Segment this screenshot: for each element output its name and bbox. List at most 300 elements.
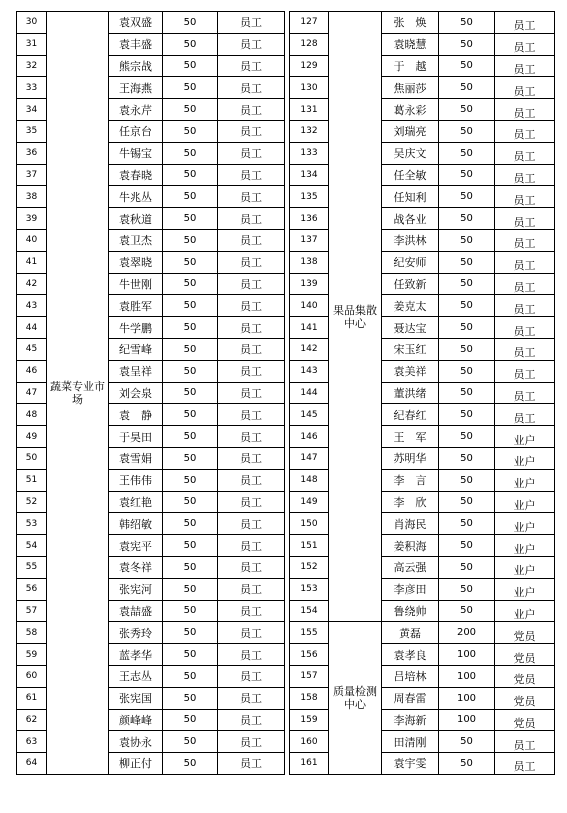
member-type (495, 338, 555, 360)
member-type (495, 426, 555, 448)
member-type (495, 273, 555, 295)
member-type (495, 404, 555, 426)
row-number-text: 30 (25, 17, 38, 28)
member-type-text: 员工 (240, 626, 262, 640)
donation-amount (439, 447, 495, 469)
member-type (495, 709, 555, 731)
row-number-text: 48 (25, 409, 38, 420)
person-name (382, 360, 439, 382)
donation-amount-text: 50 (460, 343, 473, 355)
member-type-text: 员工 (240, 38, 262, 52)
member-type (218, 55, 285, 77)
member-type (218, 295, 285, 317)
member-type (495, 164, 555, 186)
person-name (382, 295, 439, 317)
row-number (17, 447, 47, 469)
person-name-text: 吕培林 (393, 670, 427, 684)
donation-amount-text: 50 (460, 38, 473, 50)
row-number-text: 32 (25, 60, 38, 71)
row-number-text: 156 (300, 649, 318, 660)
row-number-text: 161 (300, 758, 318, 769)
person-name (382, 208, 439, 230)
member-type (218, 622, 285, 644)
donation-amount-text: 50 (460, 757, 473, 769)
member-type (495, 535, 555, 557)
person-name-text: 袁宇雯 (393, 757, 427, 771)
donation-amount-text: 50 (183, 605, 197, 617)
row-number (290, 164, 329, 186)
member-type-text: 员工 (240, 583, 262, 597)
donation-amount (163, 513, 218, 535)
donation-amount-text: 50 (183, 322, 197, 334)
person-name (382, 120, 439, 142)
member-type-text: 员工 (513, 389, 536, 403)
donation-amount-text: 50 (183, 496, 197, 508)
person-name-text: 张 焕 (393, 16, 427, 30)
row-number-text: 47 (25, 387, 38, 398)
person-name-text: 袁卫杰 (119, 234, 152, 248)
member-type (495, 556, 555, 578)
row-number (17, 273, 47, 295)
row-number (290, 229, 329, 251)
member-type-text: 党员 (513, 716, 536, 730)
member-type-text: 员工 (240, 81, 262, 95)
donation-amount-text: 50 (460, 16, 473, 28)
person-name (382, 644, 439, 666)
person-name-text: 牛世刚 (119, 277, 152, 291)
row-number-text: 141 (300, 322, 318, 333)
donation-amount-text: 50 (183, 147, 197, 159)
person-name-text: 袁雪娟 (119, 452, 152, 466)
row-number-text: 159 (300, 714, 318, 725)
donation-amount (163, 229, 218, 251)
donation-amount-text: 50 (183, 82, 197, 94)
person-name (382, 142, 439, 164)
person-name-text: 吴庆文 (393, 147, 427, 161)
donation-amount-text: 50 (460, 60, 473, 72)
donation-amount-text: 50 (183, 104, 197, 116)
person-name (109, 142, 163, 164)
person-name-text: 袁双盛 (119, 16, 152, 30)
row-number (17, 251, 47, 273)
row-number-text: 133 (300, 148, 318, 159)
person-name (109, 295, 163, 317)
donation-amount-text: 50 (183, 343, 197, 355)
member-type (218, 142, 285, 164)
donation-amount-text: 50 (183, 649, 197, 660)
donation-amount-text: 50 (460, 431, 473, 443)
row-number-text: 130 (300, 82, 318, 93)
person-name-text: 张宪河 (119, 583, 152, 597)
row-number (17, 731, 47, 753)
person-name-text: 熊宗战 (119, 59, 152, 73)
person-name (382, 731, 439, 753)
row-number-text: 31 (25, 39, 38, 50)
person-name-text: 于 越 (393, 59, 427, 73)
row-number (17, 55, 47, 77)
row-number (290, 360, 329, 382)
donation-amount-text: 100 (456, 649, 477, 660)
row-number-text: 147 (300, 453, 318, 464)
person-name-text: 纪春红 (393, 408, 427, 422)
person-name (382, 426, 439, 448)
row-number (290, 382, 329, 404)
department-cell-text: 蔬菜专业市场 (50, 379, 105, 406)
person-name-text: 袁晓慧 (393, 38, 427, 52)
donation-amount (163, 687, 218, 709)
member-type (495, 622, 555, 644)
row-number-text: 135 (300, 191, 318, 202)
donation-amount (439, 251, 495, 273)
member-type-text: 员工 (240, 517, 262, 531)
donation-amount (163, 556, 218, 578)
member-type (218, 665, 285, 687)
row-number (17, 600, 47, 622)
person-name-text: 葛永彩 (393, 103, 427, 117)
member-type (218, 600, 285, 622)
row-number-text: 49 (25, 431, 38, 442)
row-number (17, 186, 47, 208)
row-number-text: 153 (300, 584, 318, 595)
row-number (290, 447, 329, 469)
member-type-text: 员工 (240, 430, 262, 444)
member-type (495, 208, 555, 230)
person-name-text: 任知利 (393, 190, 427, 204)
member-type (495, 120, 555, 142)
row-number (17, 622, 47, 644)
row-number-text: 64 (25, 758, 38, 769)
donation-amount (163, 491, 218, 513)
donation-amount-text: 50 (183, 583, 197, 595)
donation-amount-text: 50 (460, 540, 473, 552)
person-name-text: 袁协永 (119, 735, 152, 749)
donation-amount-text: 50 (460, 322, 473, 334)
member-type-text: 员工 (240, 692, 262, 706)
person-name-text: 袁冬祥 (119, 561, 152, 575)
person-name-text: 张宪国 (119, 692, 152, 706)
row-number (290, 556, 329, 578)
row-number (290, 753, 329, 775)
person-name-text: 任致新 (393, 277, 427, 291)
member-type-text: 业户 (513, 542, 536, 556)
member-type (218, 12, 285, 34)
person-name-text: 袁宪平 (119, 539, 152, 553)
row-number-text: 139 (300, 278, 318, 289)
row-number-text: 144 (300, 387, 318, 398)
member-type (218, 447, 285, 469)
member-type-text: 员工 (513, 368, 536, 382)
donation-amount-text: 50 (183, 125, 197, 137)
person-name-text: 任京台 (119, 125, 152, 139)
row-number (17, 120, 47, 142)
row-number-text: 46 (25, 366, 38, 377)
row-number-text: 131 (300, 104, 318, 115)
person-name (382, 665, 439, 687)
member-type (218, 338, 285, 360)
person-name-text: 袁翠晓 (119, 256, 152, 270)
row-number-text: 128 (300, 39, 318, 50)
member-type (218, 709, 285, 731)
row-number (290, 55, 329, 77)
row-number-text: 50 (25, 453, 38, 464)
member-type-text: 员工 (513, 280, 536, 294)
person-name (109, 360, 163, 382)
person-name-text: 任全敏 (393, 168, 427, 182)
person-name (109, 556, 163, 578)
donation-amount-text: 50 (183, 16, 197, 28)
person-name-text: 李海新 (393, 713, 427, 727)
row-number (290, 469, 329, 491)
member-type-text: 员工 (513, 193, 536, 207)
row-number (290, 295, 329, 317)
member-type-text: 员工 (513, 84, 536, 98)
row-number (17, 295, 47, 317)
person-name-text: 袁秋道 (119, 212, 152, 226)
member-type (495, 142, 555, 164)
row-number-text: 138 (300, 257, 318, 268)
row-number-text: 160 (300, 736, 318, 747)
row-number-text: 145 (300, 409, 318, 420)
person-name (109, 513, 163, 535)
donation-amount (439, 120, 495, 142)
person-name (109, 447, 163, 469)
donation-amount (439, 55, 495, 77)
member-type-text: 业户 (513, 455, 536, 469)
member-type (218, 578, 285, 600)
person-name (109, 317, 163, 339)
row-number (17, 709, 47, 731)
member-type-text: 党员 (513, 673, 536, 687)
row-number-text: 34 (25, 104, 38, 115)
person-name-text: 李洪林 (393, 234, 427, 248)
member-type-text: 员工 (513, 411, 536, 425)
donation-amount (163, 600, 218, 622)
donation-amount (163, 469, 218, 491)
person-name-text: 柳正付 (119, 757, 152, 771)
person-name-text: 袁春晓 (119, 168, 152, 182)
row-number (290, 665, 329, 687)
donation-amount-text: 50 (183, 191, 197, 203)
department-cell-text: 果品集散中心 (333, 303, 377, 330)
donation-amount (439, 317, 495, 339)
row-number (17, 426, 47, 448)
donation-amount (439, 229, 495, 251)
row-number-text: 43 (25, 300, 38, 311)
member-type (495, 317, 555, 339)
person-name (382, 622, 439, 644)
donation-amount (439, 709, 495, 731)
person-name-text: 袁永芹 (119, 103, 152, 117)
donation-amount-text: 50 (460, 104, 473, 116)
member-type (218, 644, 285, 666)
department-cell (47, 12, 109, 775)
row-number (290, 142, 329, 164)
person-name-text: 袁呈祥 (119, 365, 152, 379)
person-name (109, 491, 163, 513)
row-number (290, 12, 329, 34)
donation-amount (439, 426, 495, 448)
member-type-text: 员工 (513, 128, 536, 142)
donation-amount-text: 50 (460, 213, 473, 225)
donation-amount-text: 100 (456, 692, 477, 704)
person-name (382, 491, 439, 513)
member-type (495, 469, 555, 491)
person-name-text: 袁美祥 (393, 365, 427, 379)
person-name-text: 纪安师 (393, 256, 427, 270)
member-type (495, 578, 555, 600)
person-name-text: 周春雷 (393, 692, 427, 706)
member-type-text: 员工 (513, 19, 536, 33)
person-name (382, 33, 439, 55)
member-type-text: 员工 (240, 648, 262, 662)
person-name-text: 焦丽莎 (393, 81, 427, 95)
person-name (109, 164, 163, 186)
member-type (495, 600, 555, 622)
person-name-text: 姜积海 (393, 539, 427, 553)
member-type-text: 员工 (240, 277, 262, 291)
person-name-text: 姜克太 (393, 299, 427, 313)
row-number (290, 644, 329, 666)
donation-amount (163, 295, 218, 317)
donation-amount (439, 600, 495, 622)
member-type (495, 491, 555, 513)
donation-amount-text: 50 (183, 365, 197, 377)
donation-amount-text: 50 (183, 300, 197, 312)
donation-amount-text: 50 (460, 518, 473, 530)
row-number (17, 644, 47, 666)
row-number-text: 136 (300, 213, 318, 224)
donation-amount-text: 50 (183, 736, 197, 748)
donation-amount-text: 50 (183, 692, 197, 704)
donation-amount (439, 731, 495, 753)
member-type-text: 业户 (513, 520, 536, 534)
row-number (290, 731, 329, 753)
row-number-text: 45 (25, 344, 38, 355)
member-type (218, 360, 285, 382)
member-type (495, 665, 555, 687)
donation-amount-text: 50 (460, 278, 473, 290)
member-type-text: 员工 (513, 106, 536, 120)
person-name (382, 382, 439, 404)
donation-amount-text: 50 (460, 365, 473, 377)
row-number-text: 38 (25, 191, 38, 202)
member-type-text: 党员 (513, 651, 536, 665)
member-type (218, 208, 285, 230)
donation-amount (163, 99, 218, 121)
row-number (17, 77, 47, 99)
row-number (17, 164, 47, 186)
row-number-text: 157 (300, 671, 318, 682)
row-number (290, 120, 329, 142)
row-number-text: 61 (25, 693, 38, 704)
donation-amount (439, 77, 495, 99)
donation-amount (439, 578, 495, 600)
donation-amount (439, 535, 495, 557)
member-type-text: 员工 (240, 495, 262, 509)
donation-amount-text: 50 (460, 496, 473, 508)
member-type (495, 360, 555, 382)
person-name (382, 186, 439, 208)
donation-amount (163, 644, 218, 666)
member-type (218, 426, 285, 448)
department-cell-text: 质量检测中心 (333, 685, 377, 712)
person-name (382, 338, 439, 360)
person-name (109, 99, 163, 121)
person-name-text: 袁 静 (119, 408, 152, 422)
person-name (382, 229, 439, 251)
member-type (218, 99, 285, 121)
member-type-text: 员工 (240, 168, 262, 182)
donation-amount (163, 360, 218, 382)
person-name-text: 战各业 (393, 212, 427, 226)
row-number (290, 622, 329, 644)
donation-amount (163, 753, 218, 775)
member-type-text: 员工 (513, 738, 536, 752)
row-number-text: 127 (300, 17, 318, 28)
donation-amount-text: 50 (460, 583, 473, 595)
donation-amount (163, 338, 218, 360)
person-name-text: 苏明华 (393, 452, 427, 466)
person-name (109, 186, 163, 208)
member-type-text: 员工 (240, 321, 262, 335)
donation-amount-text: 50 (460, 605, 473, 617)
member-type (495, 295, 555, 317)
row-number-text: 33 (25, 82, 38, 93)
member-type-text: 员工 (240, 561, 262, 575)
row-number (290, 317, 329, 339)
person-name-text: 纪雪峰 (119, 343, 152, 357)
row-number-text: 143 (300, 366, 318, 377)
donation-amount (439, 513, 495, 535)
member-type (495, 186, 555, 208)
donation-amount (163, 535, 218, 557)
member-type-text: 员工 (240, 539, 262, 553)
member-type (495, 251, 555, 273)
row-number-text: 154 (300, 605, 318, 616)
person-name-text: 蓝孝华 (119, 648, 152, 662)
member-type (218, 77, 285, 99)
person-name (382, 687, 439, 709)
person-name (382, 578, 439, 600)
donation-amount (163, 77, 218, 99)
right-table-body (290, 12, 555, 775)
row-number-text: 51 (25, 475, 38, 486)
member-type-text: 员工 (240, 386, 262, 400)
member-type-text: 员工 (513, 62, 536, 76)
person-name (109, 55, 163, 77)
row-number (17, 469, 47, 491)
member-type (495, 77, 555, 99)
donation-amount-text: 50 (183, 387, 197, 399)
row-number (290, 208, 329, 230)
person-name (382, 404, 439, 426)
donation-amount-text: 50 (460, 169, 473, 181)
member-type (218, 731, 285, 753)
person-name-text: 黄磊 (399, 626, 421, 640)
row-number-text: 150 (300, 518, 318, 529)
member-type-text: 员工 (240, 103, 262, 117)
person-name (382, 535, 439, 557)
member-type-text: 业户 (513, 498, 536, 512)
donation-amount (439, 99, 495, 121)
row-number-text: 53 (25, 518, 38, 529)
row-number (290, 687, 329, 709)
member-type (218, 491, 285, 513)
row-number-text: 37 (25, 169, 38, 180)
donation-amount-text: 50 (183, 627, 197, 639)
person-name-text: 于昊田 (119, 430, 152, 444)
row-number (17, 317, 47, 339)
